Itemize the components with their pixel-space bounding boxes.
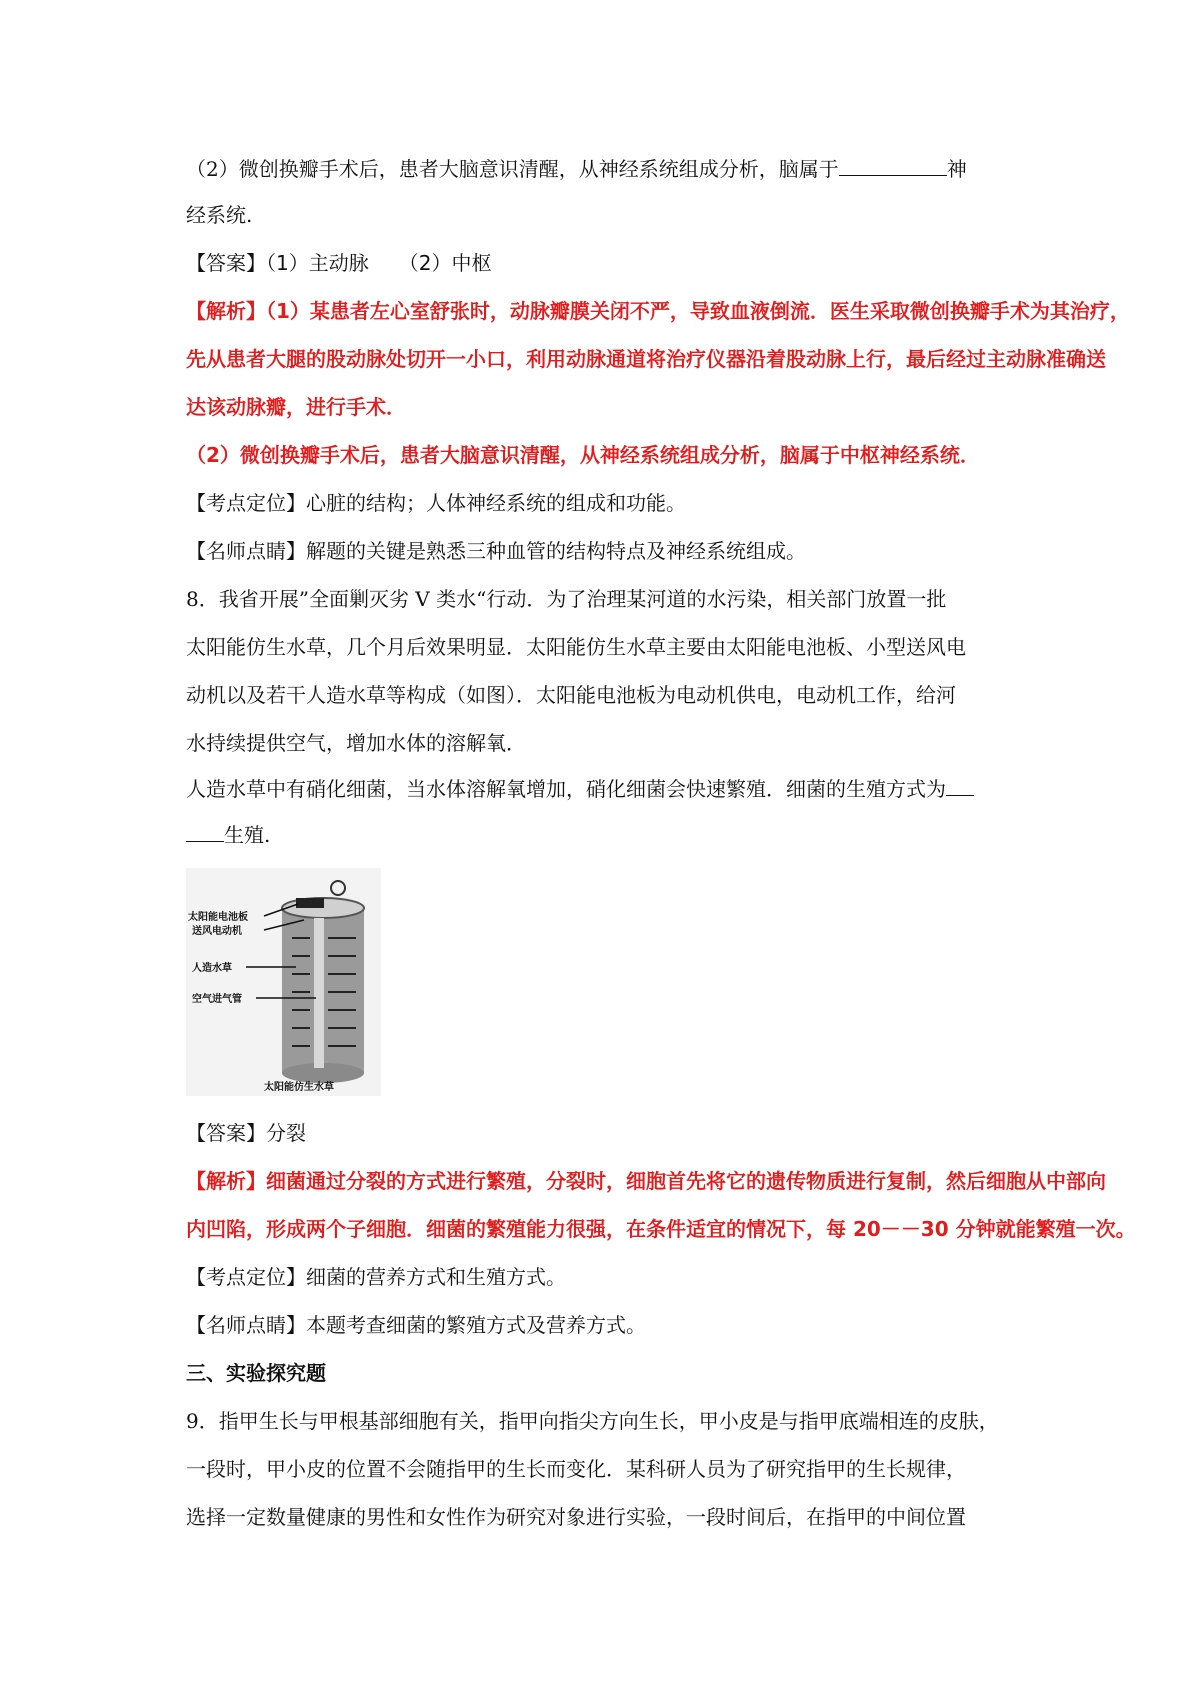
- q7-analysis-line: 【解析】（1）某患者左心室舒张时，动脉瓣膜关闭不严，导致血液倒流．医生采取微创换瓣手术为其治疗，: [186, 299, 1130, 323]
- q8-question-line: [186, 774, 1046, 804]
- sun-circle: [331, 881, 345, 895]
- q8-mingshi: 【名师点睛】本题考查细菌的繁殖方式及营养方式。: [186, 1313, 646, 1337]
- solar-panel: [296, 898, 324, 908]
- q7-kaodian: 【考点定位】心脏的结构；人体神经系统的组成和功能。: [186, 491, 686, 515]
- figure-label: 空气进气管: [192, 994, 242, 1005]
- q7-mingshi: 【名师点睛】解题的关键是熟悉三种血管的结构特点及神经系统组成。: [186, 539, 806, 563]
- answer-blank: [946, 775, 974, 796]
- q7-analysis-line: （2）微创换瓣手术后，患者大脑意识清醒，从神经系统组成分析，脑属于中枢神经系统．: [186, 443, 980, 467]
- q8-kaodian: 【考点定位】细菌的营养方式和生殖方式。: [186, 1265, 566, 1289]
- q8-analysis-line: 【解析】细菌通过分裂的方式进行繁殖，分裂时，细胞首先将它的遗传物质进行复制，然后细胞从中部向: [186, 1169, 1106, 1193]
- answer-blank: [186, 821, 224, 842]
- q9-text-line: 9．指甲生长与甲根基部细胞有关，指甲向指尖方向生长，甲小皮是与指甲底端相连的皮肤，: [186, 1409, 999, 1433]
- air-tube: [314, 918, 324, 1068]
- q8-text-line: 动机以及若干人造水草等构成（如图）．太阳能电池板为电动机供电，电动机工作，给河: [186, 683, 956, 707]
- section-heading: 三、实验探究题: [186, 1361, 326, 1385]
- figure-label: 太阳能电池板: [188, 912, 248, 923]
- figure-drawing: [186, 868, 381, 1096]
- q8-text-line: 8．我省开展”全面剿灭劣 V 类水“行动．为了治理某河道的水污染，相关部门放置一批: [186, 587, 947, 611]
- figure-label: 送风电动机: [192, 926, 242, 937]
- q8-question-text: 人造水草中有硝化细菌，当水体溶解氧增加，硝化细菌会快速繁殖．细菌的生殖方式为: [186, 777, 946, 801]
- solar-water-grass-figure: [186, 868, 381, 1096]
- q9-text-line: 选择一定数量健康的男性和女性作为研究对象进行实验，一段时间后，在指甲的中间位置: [186, 1505, 966, 1529]
- q7-part2-line-2: 经系统.: [186, 203, 253, 227]
- figure-caption: 太阳能仿生水草: [264, 1082, 334, 1093]
- figure-label: 人造水草: [192, 963, 232, 974]
- q7-analysis-line: 先从患者大腿的股动脉处切开一小口，利用动脉通道将治疗仪器沿着股动脉上行，最后经过主动脉准确送: [186, 347, 1106, 371]
- q7-analysis-line: 达该动脉瓣，进行手术．: [186, 395, 406, 419]
- q7-part2-text-end: 神: [946, 157, 967, 181]
- q9-text-line: 一段时，甲小皮的位置不会随指甲的生长而变化．某科研人员为了研究指甲的生长规律，: [186, 1457, 966, 1481]
- q7-answer: 【答案】（1）主动脉 （2）中枢: [186, 251, 492, 275]
- q8-text-line: 水持续提供空气，增加水体的溶解氧．: [186, 731, 526, 755]
- q8-analysis-line: 内凹陷，形成两个子细胞．细菌的繁殖能力很强，在条件适宜的情况下，每 20－－30 分钟就能繁殖一次。: [186, 1217, 1136, 1241]
- q8-answer: 【答案】分裂: [186, 1121, 306, 1145]
- answer-blank: [839, 155, 947, 176]
- q8-question-end: 生殖.: [224, 823, 271, 847]
- q8-question-line-2: [186, 820, 1046, 850]
- q7-part2-text: （2）微创换瓣手术后，患者大脑意识清醒，从神经系统组成分析，脑属于: [186, 157, 839, 181]
- q7-part2-line: [186, 154, 1046, 184]
- q8-text-line: 太阳能仿生水草，几个月后效果明显．太阳能仿生水草主要由太阳能电池板、小型送风电: [186, 635, 966, 659]
